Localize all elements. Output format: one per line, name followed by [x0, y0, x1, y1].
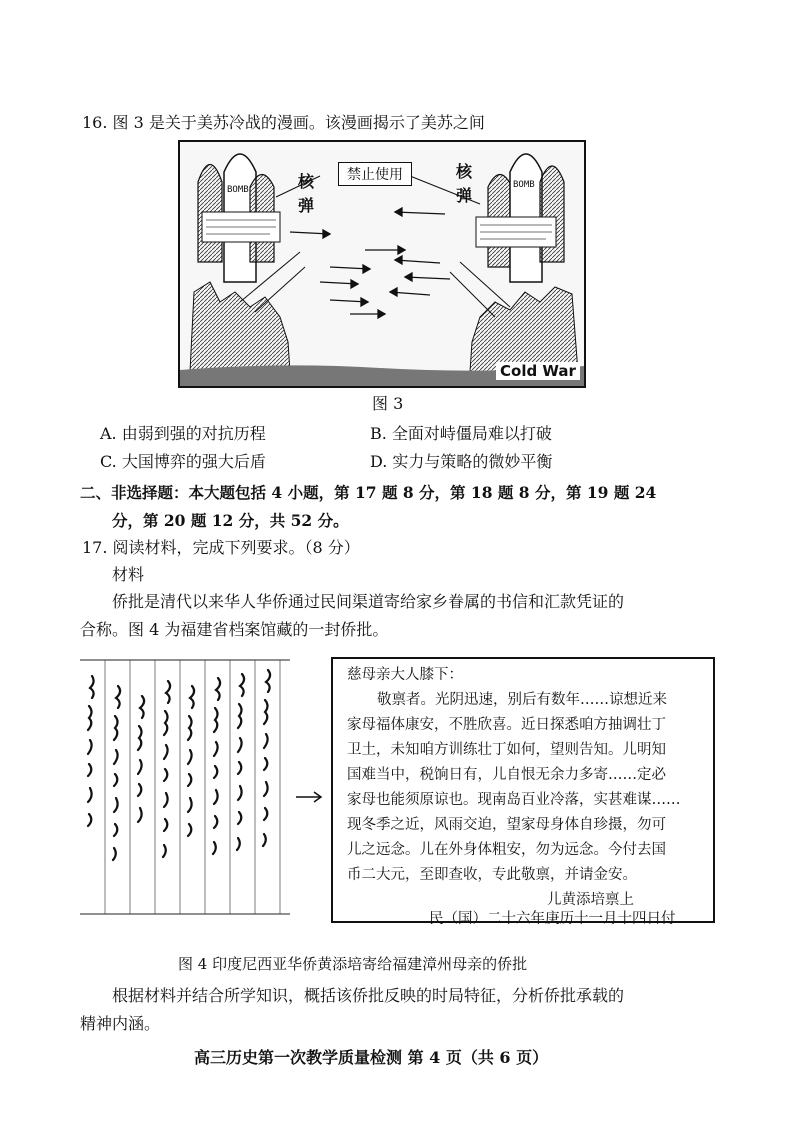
q17-stem: 17. 阅读材料，完成下列要求。（8 分）	[82, 538, 360, 557]
q16-option-b: B. 全面对峙僵局难以打破	[370, 424, 552, 443]
section2-heading-line1: 二、非选择题：本大题包括 4 小题，第 17 题 8 分，第 18 题 8 分，第 19 题 24	[80, 483, 657, 502]
q17-material-line1: 侨批是清代以来华人华侨通过民间渠道寄给家乡眷属的书信和汇款凭证的	[112, 592, 625, 611]
q16-option-d: D. 实力与策略的微妙平衡	[370, 452, 553, 471]
right-arrow-icon	[296, 788, 324, 807]
q17-question-line2: 精神内涵。	[80, 1014, 161, 1033]
q16-option-c: C. 大国博弈的强大后盾	[100, 452, 266, 471]
transcript-line: 儿之远念。儿在外身体粗安，勿为远念。今付去国	[347, 842, 666, 858]
transcript-line: 现冬季之近，风雨交迫，望家母身体自珍摄，勿可	[347, 817, 666, 833]
transcript-line: 国难当中，税饷日有，儿自恨无余力多寄……定必	[347, 767, 666, 783]
figure4-caption: 图 4 印度尼西亚华侨黄添培寄给福建漳州母亲的侨批	[178, 955, 528, 973]
transcript-line: 家母也能须原谅也。现南岛百业冷落，实甚难谋……	[347, 792, 681, 808]
figure3-label: 图 3	[372, 394, 404, 413]
cold-war-cartoon	[178, 140, 586, 388]
transcript-line: 家母福体康安，不胜欣喜。近日探悉咱方抽调壮丁	[347, 717, 666, 733]
section2-heading-line2: 分，第 20 题 12 分，共 52 分。	[112, 511, 349, 530]
page-footer: 高三历史第一次教学质量检测 第 4 页（共 6 页）	[194, 1048, 549, 1067]
transcript-signature: 儿黄添培禀上	[547, 892, 634, 908]
qiaopi-letter-image	[80, 656, 290, 918]
handwritten-letter-drawing	[80, 656, 290, 918]
cartoon-center-label: 禁止使用	[338, 162, 412, 186]
cartoon-label-left: 核弹	[298, 172, 315, 215]
cartoon-label-right: 核弹	[456, 162, 473, 205]
cartoon-corner-caption: Cold War	[496, 362, 580, 380]
q17-question-line1: 根据材料并结合所学知识，概括该侨批反映的时局特征，分析侨批承载的	[112, 986, 625, 1005]
q17-material-line2: 合称。图 4 为福建省档案馆藏的一封侨批。	[80, 620, 389, 639]
bomb-label-left: BOMB	[227, 185, 249, 195]
q17-material-label: 材料	[112, 565, 145, 584]
qiaopi-transcript-box	[331, 657, 715, 927]
q16-stem: 16. 图 3 是关于美苏冷战的漫画。该漫画揭示了美苏之间	[82, 113, 485, 132]
transcript-date: 民（国）二十六年庚历十一月十四日付	[429, 911, 676, 927]
transcript-line: 慈母亲大人膝下：	[347, 667, 463, 683]
bomb-label-right: BOMB	[513, 180, 535, 190]
transcript-line: 敬禀者。光阴迅速，别后有数年……谅想近来	[377, 692, 667, 708]
transcript-line: 币二大元，至即查收，专此敬禀，并请金安。	[347, 867, 637, 883]
transcript-line: 卫土，未知咱方训练壮丁如何，望则告知。儿明知	[347, 742, 666, 758]
q16-option-a: A. 由弱到强的对抗历程	[100, 424, 266, 443]
